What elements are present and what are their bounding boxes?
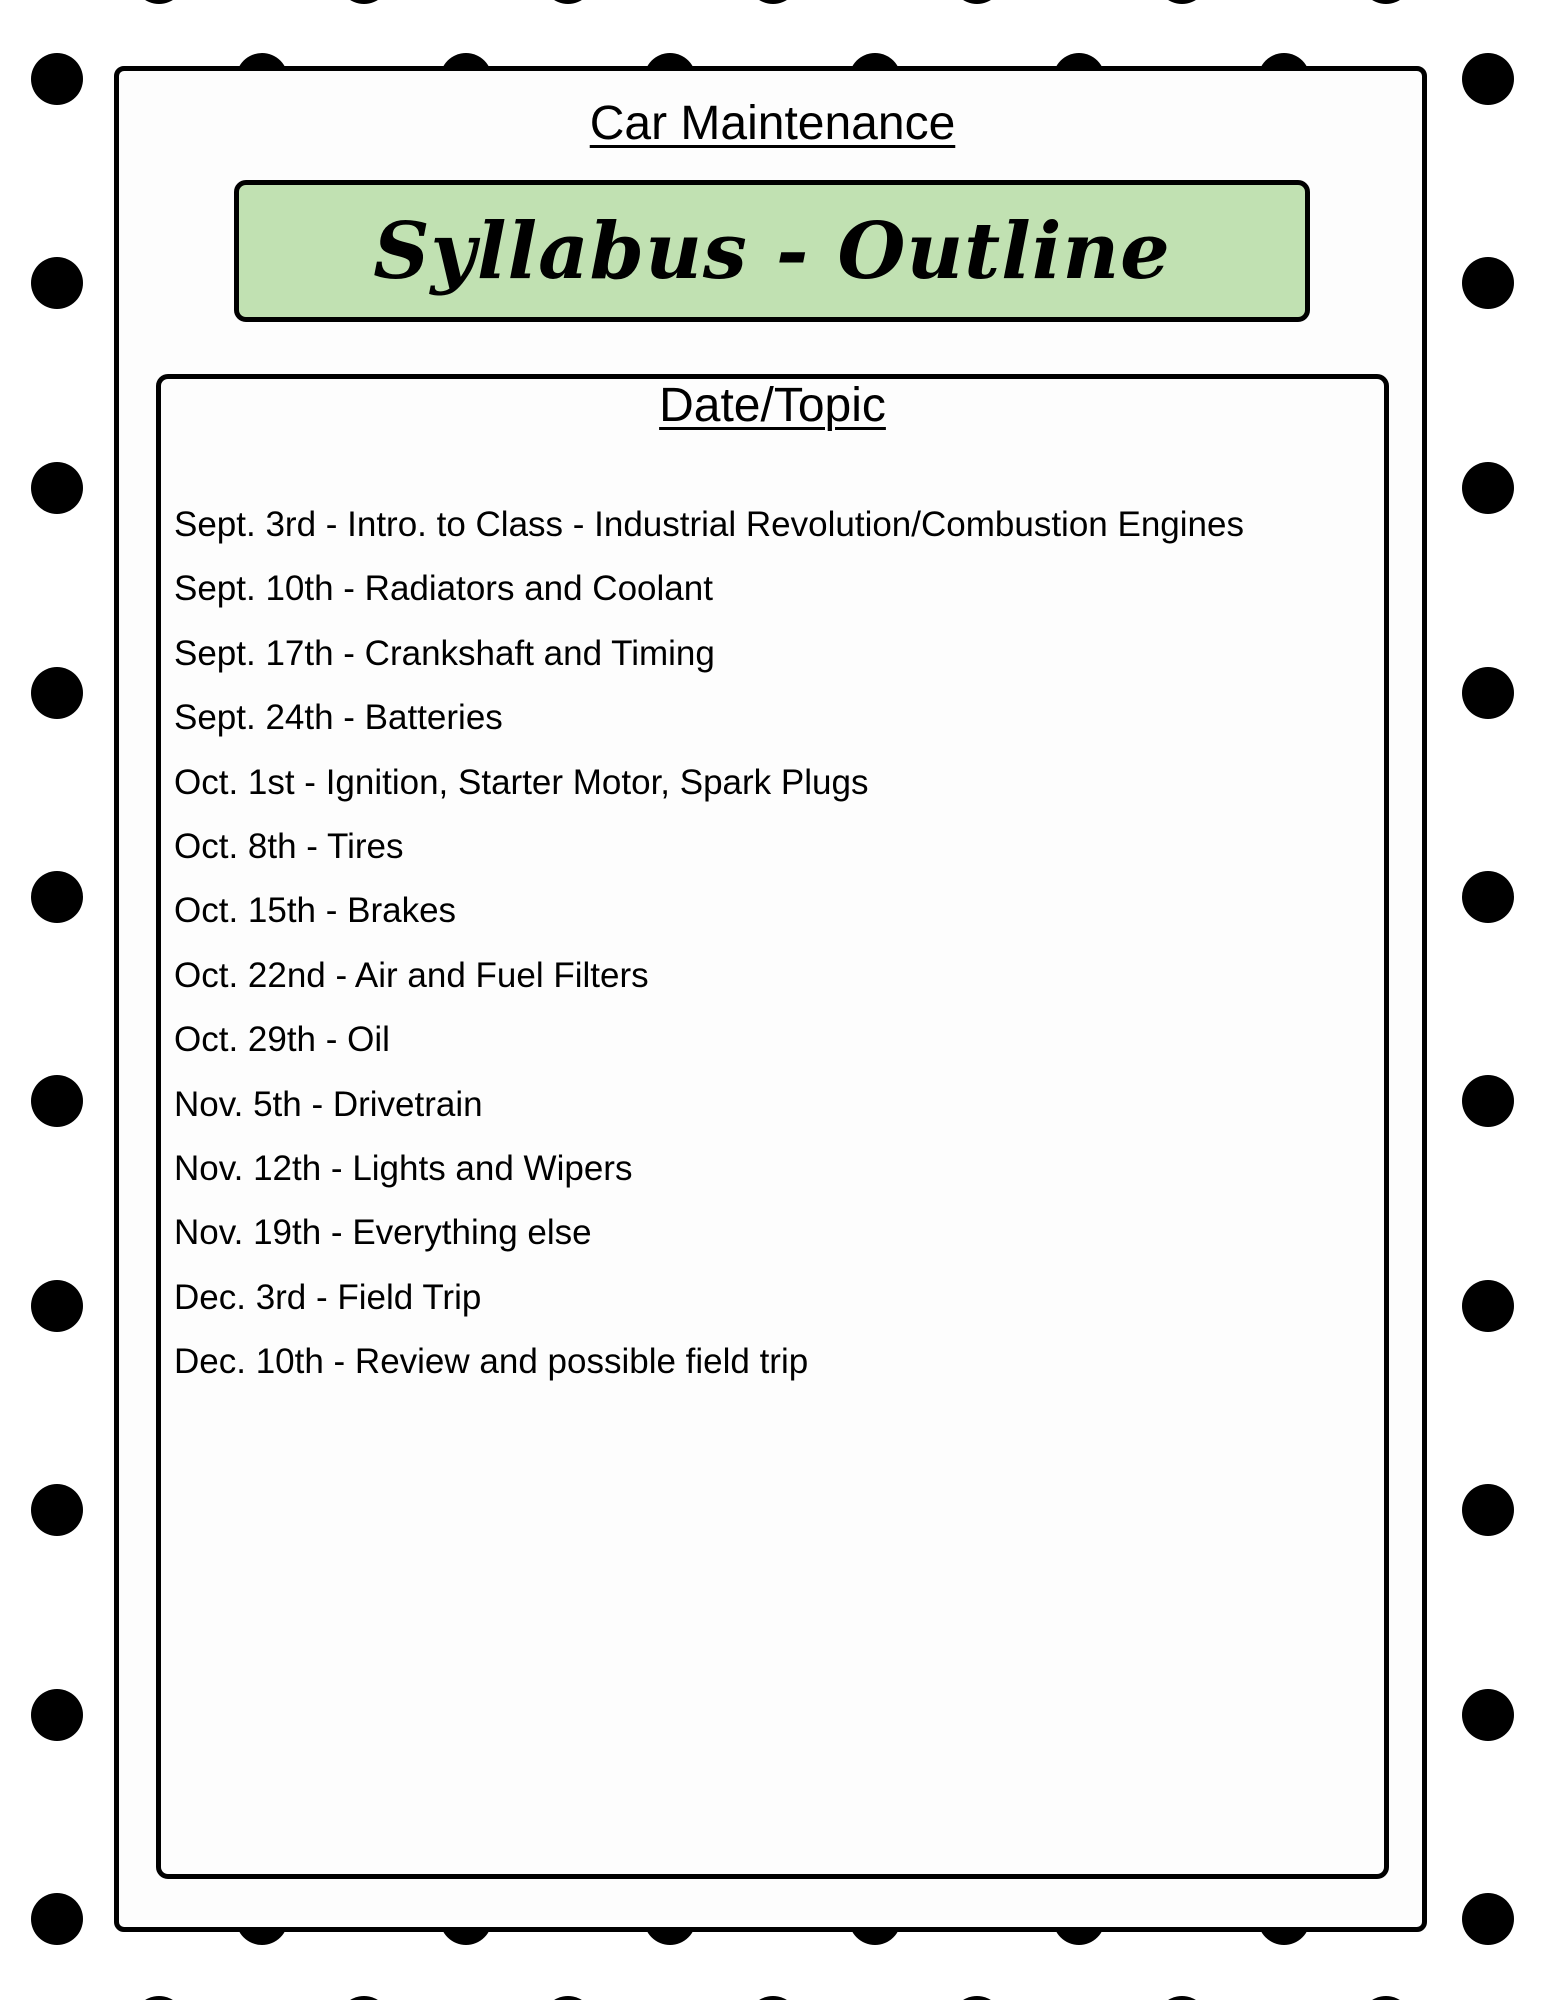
dot — [133, 0, 185, 4]
list-item: Oct. 29th - Oil — [174, 1020, 390, 1060]
dot — [1462, 257, 1514, 309]
dot — [1462, 462, 1514, 514]
list-item: Oct. 15th - Brakes — [174, 891, 457, 931]
list-item: Oct. 22nd - Air and Fuel Filters — [174, 955, 649, 995]
list-item: Dec. 10th - Review and possible field trip — [174, 1342, 809, 1382]
dot — [1462, 1075, 1514, 1127]
banner-title: Syllabus - Outline — [373, 205, 1171, 297]
dot — [542, 0, 594, 4]
list-item: Sept. 10th - Radiators and Coolant — [174, 569, 713, 609]
list-item: Dec. 3rd - Field Trip — [174, 1277, 482, 1317]
list-item: Oct. 1st - Ignition, Starter Motor, Spark Plugs — [174, 762, 869, 802]
side-dots-left — [31, 53, 83, 1945]
side-dots-right — [1462, 53, 1514, 1945]
dot — [338, 1996, 390, 2000]
dot — [338, 0, 390, 4]
list-item: Nov. 19th - Everything else — [174, 1213, 592, 1253]
list-item: Nov. 12th - Lights and Wipers — [174, 1148, 633, 1188]
dot — [542, 1996, 594, 2000]
dot — [31, 667, 83, 719]
list-item: Sept. 24th - Batteries — [174, 698, 503, 738]
dot — [1462, 871, 1514, 923]
dot — [31, 1280, 83, 1332]
dot — [1360, 1996, 1412, 2000]
dot — [1360, 0, 1412, 4]
dot — [1462, 1280, 1514, 1332]
dot — [747, 1996, 799, 2000]
dot — [31, 257, 83, 309]
dot — [31, 871, 83, 923]
dot — [31, 1689, 83, 1741]
dot — [1156, 0, 1208, 4]
list-item: Oct. 8th - Tires — [174, 826, 404, 866]
page-title: Car Maintenance — [589, 97, 956, 150]
dot — [31, 1893, 83, 1945]
dot — [1462, 1893, 1514, 1945]
dot — [31, 1484, 83, 1536]
dot — [747, 0, 799, 4]
dot — [31, 462, 83, 514]
dot — [1156, 1996, 1208, 2000]
schedule-heading: Date/Topic — [659, 379, 886, 432]
list-item: Sept. 17th - Crankshaft and Timing — [174, 633, 715, 673]
dot — [133, 1996, 185, 2000]
dot — [1462, 667, 1514, 719]
schedule-list — [174, 505, 1244, 1406]
dot — [1462, 1689, 1514, 1741]
list-item: Sept. 3rd - Intro. to Class - Industrial Revolution/Combustion Engines — [174, 505, 1244, 544]
dot — [951, 1996, 1003, 2000]
dot — [31, 1075, 83, 1127]
dot — [1462, 1484, 1514, 1536]
syllabus-banner — [234, 180, 1310, 322]
list-item: Nov. 5th - Drivetrain — [174, 1084, 483, 1124]
dot — [951, 0, 1003, 4]
